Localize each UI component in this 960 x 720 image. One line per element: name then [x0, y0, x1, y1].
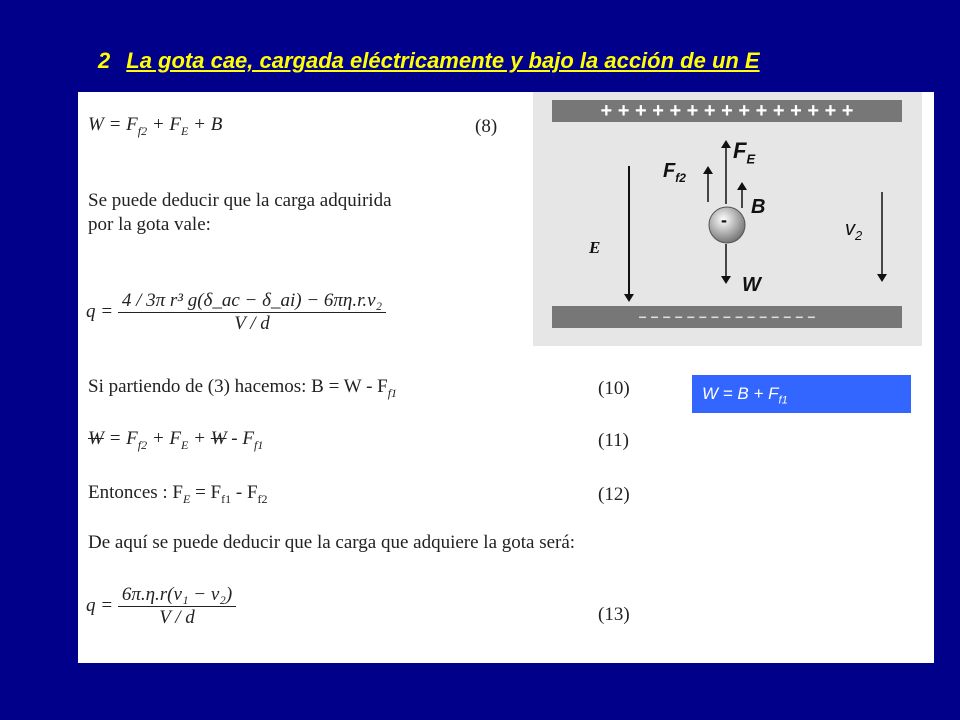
oil-droplet	[709, 207, 745, 243]
charge-formula-lhs: q =	[86, 300, 114, 322]
equation-8: $W = F_{f2} + F_E + B$	[88, 114, 223, 138]
equation-12: Entonces : $F_E = F_{f1} - F_{f2}$	[88, 482, 268, 506]
deduce-text-3: De aquí se puede deducir que la carga que adquiere la gota será:	[88, 532, 576, 553]
equation-13: q = $\frac{\text{6π.η.r(v₁ − v₂)}}{V / d}$	[86, 584, 236, 629]
deduce-text-1: Se puede deducir que la carga adquirida	[88, 190, 392, 211]
title-text: La gota cae, cargada eléctricamente y bajo la acción de un E	[126, 48, 760, 73]
equation-13-numerator: 6π.η.r(v₁ − v₂)	[118, 584, 236, 607]
weight-equation-box: $W = B + F_{f1}$	[692, 375, 911, 413]
charge-formula-numerator: 4 / 3π r³ g(δ_ac − δ_ai) − 6πη.r.v₂	[118, 290, 386, 313]
equation-13-number: (13)	[598, 604, 630, 625]
label-Ff2: $F_{f2}$	[663, 160, 686, 185]
equation-13-denominator: V / d	[159, 607, 195, 628]
charge-formula	[86, 290, 386, 335]
slide-title	[98, 48, 760, 74]
label-FE: $F_E$	[733, 138, 756, 167]
equation-11: $W = F_{f2} + F_E + W - F_{f1}$	[88, 428, 264, 452]
equation-10: Si partiendo de (3) hacemos: $B = W - F_{f1}$	[88, 376, 398, 400]
positive-plate: + + + + + + + + + + + + + + +	[552, 100, 902, 122]
charge-formula-denominator: V / d	[234, 313, 270, 334]
label-B: B	[751, 196, 766, 218]
title-number: 2	[98, 48, 111, 73]
label-W: W	[742, 274, 761, 296]
label-v2: $v_2$	[845, 218, 863, 243]
equation-11-number: (11)	[598, 430, 629, 451]
label-E: E	[589, 238, 601, 257]
negative-plate: − − − − − − − − − − − − − − −	[552, 306, 902, 328]
force-diagram	[533, 92, 922, 346]
equation-10-number: (10)	[598, 378, 630, 399]
force-arrows	[533, 92, 922, 346]
droplet-charge-label: -	[721, 210, 727, 230]
equation-8-number: (8)	[475, 116, 498, 137]
content-panel	[78, 92, 934, 663]
deduce-text-2: por la gota vale:	[88, 214, 211, 235]
equation-12-number: (12)	[598, 484, 630, 505]
